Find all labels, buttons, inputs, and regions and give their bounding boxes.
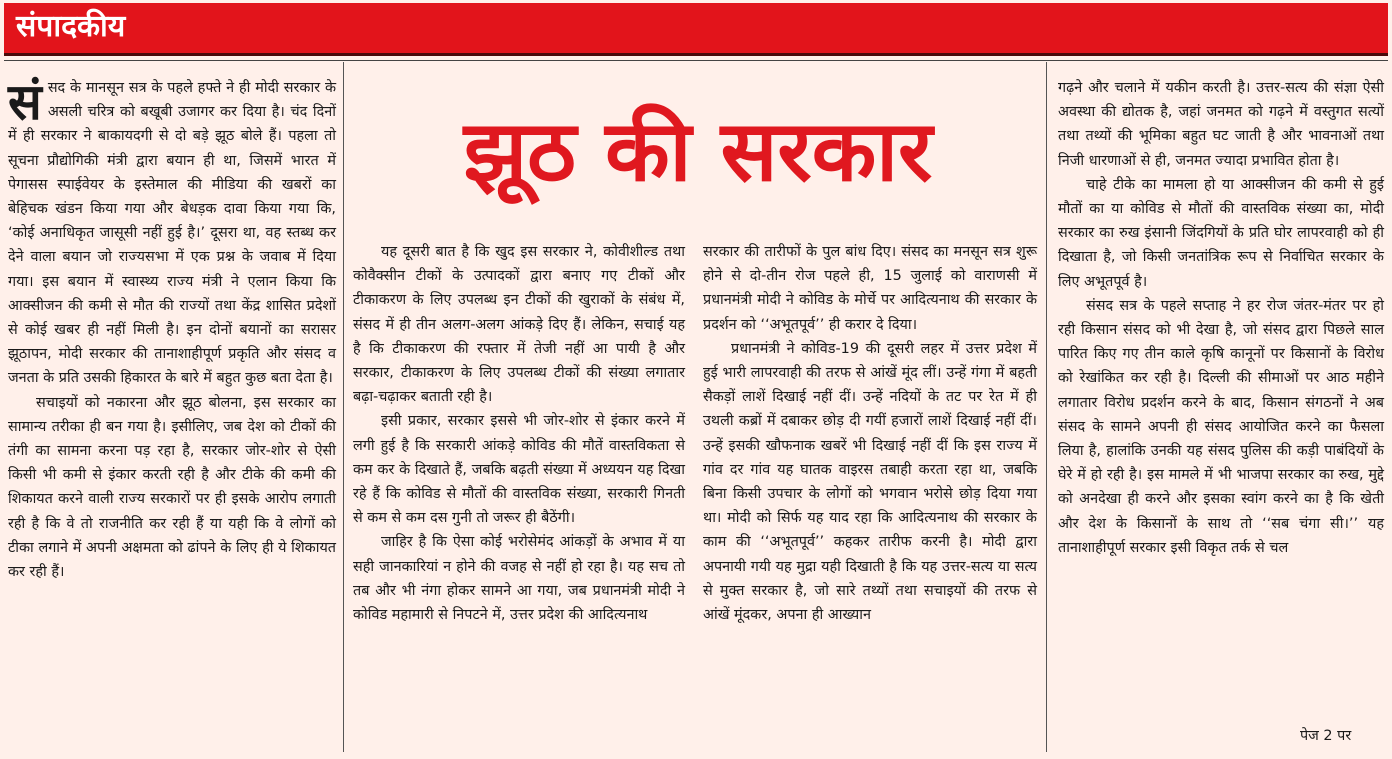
paragraph: जाहिर है कि ऐसा कोई भरोसेमंद आंकड़ों के अभाव में या सही जानकारियां न होने की वजह से नहीं हो रहा है। यह सच तो तब और भी नंगा होकर सामने आ गया, जब प्रधानमंत्री मोदी ने कोविड महामारी से निपटने में, उत्तर प्रदेश की आदित्यनाथ: [353, 534, 685, 624]
paragraph: इसी प्रकार, सरकार इससे भी जोर-शोर से इंकार करने में लगी हुई है कि सरकारी आंकड़े कोविड की मौतें वास्तविकता से कम कर के दिखाते हैं, जबकि बढ़ती संख्या में अध्ययन यह दिखा रहे हैं कि कोविड से मौतों की वास्तविक संख्या, सरकारी गिनती से कम से कम दस गुनी तो जरूर ही बैठेंगी।: [353, 413, 685, 527]
paragraph: [8, 73, 336, 391]
paragraph: संसद सत्र के पहले सप्ताह ने हर रोज जंतर-मंतर पर हो रही किसान संसद को भी देखा है, जो संसद द्वारा पिछले साल पारित किए गए तीन काले कृषि कानूनों पर किसानों के विरोध को रेखांकित कर रही है। दिल्ली की सीमाओं पर आठ महीने लगातार विरोध प्रदर्शन करने के बाद, किसान संगठनों ने अब संसद के सामने अपनी ही संसद आयोजित करने का फैसला लिया है, हालांकि उनकी यह संसद पुलिस की कड़ी पाबंदियों के घेरे में हो रही है। इस मामले में भी भाजपा सरकार का रुख, मुद्दे को अनदेखा ही करने और इसका स्वांग करने का है कि खेती और देश के किसानों के साथ तो ‘‘सब चंगा सी।’’ यह तानाशाहीपूर्ण सरकार इसी विकृत तर्क से चल: [1058, 297, 1384, 556]
section-header-bar: [4, 3, 1388, 56]
paragraph: यह दूसरी बात है कि खुद इस सरकार ने, कोवीशील्ड तथा कोवैक्सीन टीकों के उत्पादकों द्वारा बनाए गए टीकों और टीकाकरण के लिए उपलब्ध इन टीकों की खुराकों के संबंध में, संसद में ही तीन अलग-अलग आंकड़े दिए हैं। लेकिन, सचाई यह है कि टीकाकरण की रफ्तार में तेजी नहीं आ पायी है और सरकार, टीकाकरण के लिए उपलब्ध टीकों की संख्या लगातार बढ़ा-चढ़ाकर बताती रही है।: [353, 244, 685, 406]
column-4: [1058, 76, 1384, 560]
drop-cap: सं: [8, 73, 42, 131]
paragraph: चाहे टीके का मामला हो या आक्सीजन की कमी से हुई मौतों का या कोविड से मौतों की वास्तविक संख्या का, मोदी सरकार का रुख इंसानी जिंदगियों के प्रति घोर लापरवाही को ही दिखाता है, जो किसी जनतांत्रिक रूप से निर्वाचित सरकार के लिए अभूतपूर्व है।: [1058, 176, 1384, 290]
column-1: [8, 73, 336, 584]
paragraph: प्रधानमंत्री ने कोविड-19 की दूसरी लहर में उत्तर प्रदेश में हुई भारी लापरवाही की तरफ से आंखें मूंद लीं। उन्हें गंगा में बहती सैकड़ों लाशें दिखाई नहीं दीं। उन्हें नदियों के तट पर रेत में ही उथली कब्रों में दबाकर छोड़ दी गयीं हजारों लाशें दिखाई नहीं दीं। उन्हें इसकी खौफनाक खबरें भी दिखाई नहीं दीं कि इस राज्य में गांव दर गांव यह घातक वाइरस तबाही करता रहा था, जबकि बिना किसी उपचार के लोगों को भगवान भरोसे छोड़ दिया गया था। मोदी को सिर्फ यह याद रहा कि आदित्यनाथ की सरकार के काम की ‘‘अभूतपूर्व’’ कहकर तारीफ करनी है। मोदी द्वारा अपनायी गयी यह मुद्रा यही दिखाती है कि यह उत्तर-सत्य या सत्य से मुक्त सरकार है, जो सारे तथ्यों तथा सचाइयों की तरफ से आंखें मूंदकर, अपना ही आख्यान: [703, 340, 1037, 624]
continued-on-page: पेज 2 पर: [1300, 728, 1352, 744]
paragraph: सचाइयों को नकारना और झूठ बोलना, इस सरकार का सामान्य तरीका ही बन गया है। इसीलिए, जब देश को टीकों की तंगी का सामना करना पड़ रहा है, सरकार जोर-शोर से ऐसी किसी भी कमी से इंकार करती रही है और टीके की कमी की शिकायत करने वाली राज्य सरकारों पर ही इसके आरोप लगाती रही है कि वे तो राजनीति कर रही हैं या यही कि वे लोगों को टीका लगाने में अपनी अक्षमता को ढांपने के लिए ही ये शिकायत कर रही हैं।: [8, 394, 336, 581]
column-divider: [343, 62, 344, 752]
masthead: [0, 0, 1392, 58]
paragraph-text: सद के मानसून सत्र के पहले हफ्ते ने ही मोदी सरकार के असली चरित्र को बखूबी उजागर कर दिया है। चंद दिनों में ही सरकार ने बाकायदगी से दो बड़े झूठ बोले हैं। पहला तो सूचना प्रौद्योगिकी मंत्री द्वारा बयान ही था, जिसमें भारत में पेगासस स्पाईवेयर के इस्तेमाल की मीडिया की खबरों का बेहिचक खंडन किया गया और बेधड़क दावा किया गया कि, ‘कोई अनाधिकृत जासूसी नहीं हुई है।’ दूसरा था, वह स्तब्ध कर देने वाला बयान जो राज्यसभा में एक प्रश्न के जवाब में दिया गया। इस बयान में स्वास्थ्य राज्य मंत्री ने एलान किया कि आक्सीजन की कमी से मौत की राज्यों तथा केंद्र शासित प्रदेशों से कोई खबर ही नहीं मिली है। इन दोनों बयानों का सरासर झूठापन, मोदी सरकार की तानाशाहीपूर्ण प्रकृति और संसद व जनता के प्रति उसकी हिकारत के बारे में बहुत कुछ बता देता है।: [8, 80, 336, 387]
section-title: संपादकीय: [16, 9, 126, 44]
column-3: [703, 240, 1037, 627]
top-rule: [4, 60, 1388, 61]
headline: झूठ की सरकार: [463, 102, 933, 200]
column-2: [353, 240, 685, 627]
paragraph: सरकार की तारीफों के पुल बांध दिए। संसद का मनसून सत्र शुरू होने से दो-तीन रोज पहले ही, 15 जुलाई को वाराणसी में प्रधानमंत्री मोदी ने कोविड के मोर्चे पर आदित्यनाथ की सरकार के प्रदर्शन को ‘‘अभूतपूर्व’’ ही करार दे दिया।: [703, 244, 1037, 333]
paragraph: गढ़ने और चलाने में यकीन करती है। उत्तर-सत्य की संज्ञा ऐसी अवस्था की द्योतक है, जहां जनमत को गढ़ने में वस्तुगत सत्यों तथा तथ्यों की भूमिका बहुत घट जाती है और भावनाओं तथा निजी धारणाओं से ही, जनमत ज्यादा प्रभावित होता है।: [1058, 80, 1384, 169]
